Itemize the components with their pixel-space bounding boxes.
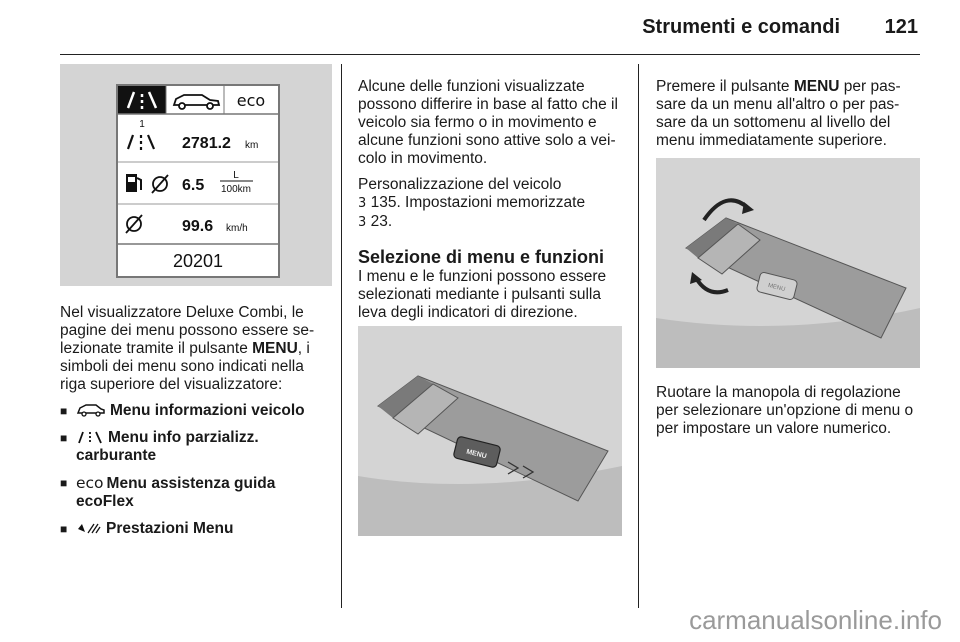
list-item (60, 429, 332, 465)
page-number: 121 (884, 16, 918, 38)
reference-title: Personalizzazione del veicolo (358, 176, 562, 193)
intro-text-b: , i simboli dei menu sono indicati nella riga superiore del visualizzatore: (60, 340, 310, 393)
speed-value: 99.6 (182, 218, 214, 235)
menu-button-label: MENU (767, 282, 786, 293)
section-title: Strumenti e comandi (642, 16, 840, 38)
press-text-a: Premere il pulsante (656, 78, 794, 95)
menu-button-label: MENU (465, 448, 488, 461)
fuel-pump-icon (126, 174, 141, 192)
display-figure (60, 64, 332, 286)
knob-drawing (656, 158, 920, 368)
trip-road-icon (128, 135, 154, 150)
trip-road-icon (76, 430, 104, 444)
intro-menu-bold: MENU (252, 340, 298, 357)
column-3-lower (656, 384, 922, 446)
header-rule (60, 54, 920, 55)
page-ref-arrow-icon: 3 (358, 215, 367, 230)
odometer-unit: km (245, 140, 259, 151)
press-menu-bold: MENU (793, 78, 840, 95)
function-note-paragraph: Alcune delle funzioni visualizzate possono differire in base al fatto che il veicolo sia fermo o in movimento e alcune funzioni sono attive solo a vei-colo in movimento. (358, 78, 618, 167)
intro-text-a: Nel visualizzatore Deluxe Combi, le pagine dei menu possono essere se-lezionate tramite il pulsante (60, 304, 315, 357)
average-icon (152, 175, 168, 193)
column-2 (358, 78, 628, 330)
lever-drawing (358, 326, 622, 536)
knob-paragraph: Ruotare la manopola di regolazione per selezionare un'opzione di menu o per impostare un valore numerico. (656, 384, 914, 437)
column-3 (656, 78, 922, 158)
list-item (60, 474, 332, 511)
performance-icon (76, 521, 102, 535)
page-ref-text: 135. Impostazioni memorizzate (366, 194, 586, 211)
column-divider-2 (638, 64, 639, 608)
press-text-b: per pas-sare da un menu all'altro o per pas-sare da un sottomenu al livello del menu immediatamente superiore. (656, 78, 901, 149)
tab-eco-label: eco (236, 91, 266, 110)
column-divider-1 (341, 64, 342, 608)
trip-number: 1 (139, 119, 145, 130)
car-icon (76, 403, 106, 417)
column-1 (60, 304, 332, 547)
speed-unit: km/h (226, 223, 248, 234)
menu-press-paragraph (656, 78, 922, 150)
average-icon (126, 215, 142, 233)
bullet-label: Menu assistenza guida ecoFlex (76, 475, 276, 510)
bullet-label: Prestazioni Menu (106, 520, 234, 537)
knob-figure (656, 158, 920, 368)
car-icon (174, 95, 219, 109)
instrument-display (116, 84, 280, 278)
menu-symbol-list (60, 402, 332, 538)
list-item (60, 402, 332, 420)
reference-paragraph (358, 176, 628, 232)
fuel-unit-top: L (233, 170, 239, 181)
selection-paragraph: I menu e le funzioni possono essere selezionati mediante i pulsanti sulla leva degli indicatori di direzione. (358, 268, 607, 321)
list-item (60, 520, 332, 538)
lever-figure (358, 326, 622, 536)
section-heading: Selezione di menu e funzioni (358, 247, 605, 267)
intro-paragraph (60, 304, 332, 394)
eco-icon: eco (76, 474, 104, 492)
display-code: 20201 (172, 251, 224, 271)
odometer-value: 2781.2 (182, 135, 231, 152)
bullet-label: Menu informazioni veicolo (110, 402, 305, 419)
display-drawing (118, 86, 278, 276)
bullet-label: Menu info parzializz. carburante (76, 429, 259, 464)
fuel-unit-bottom: 100km (220, 184, 252, 195)
watermark: carmanualsonline.info (689, 605, 942, 635)
page-ref-text: 23. (366, 213, 393, 230)
fuel-value: 6.5 (182, 177, 205, 194)
page-ref-arrow-icon: 3 (358, 196, 367, 211)
